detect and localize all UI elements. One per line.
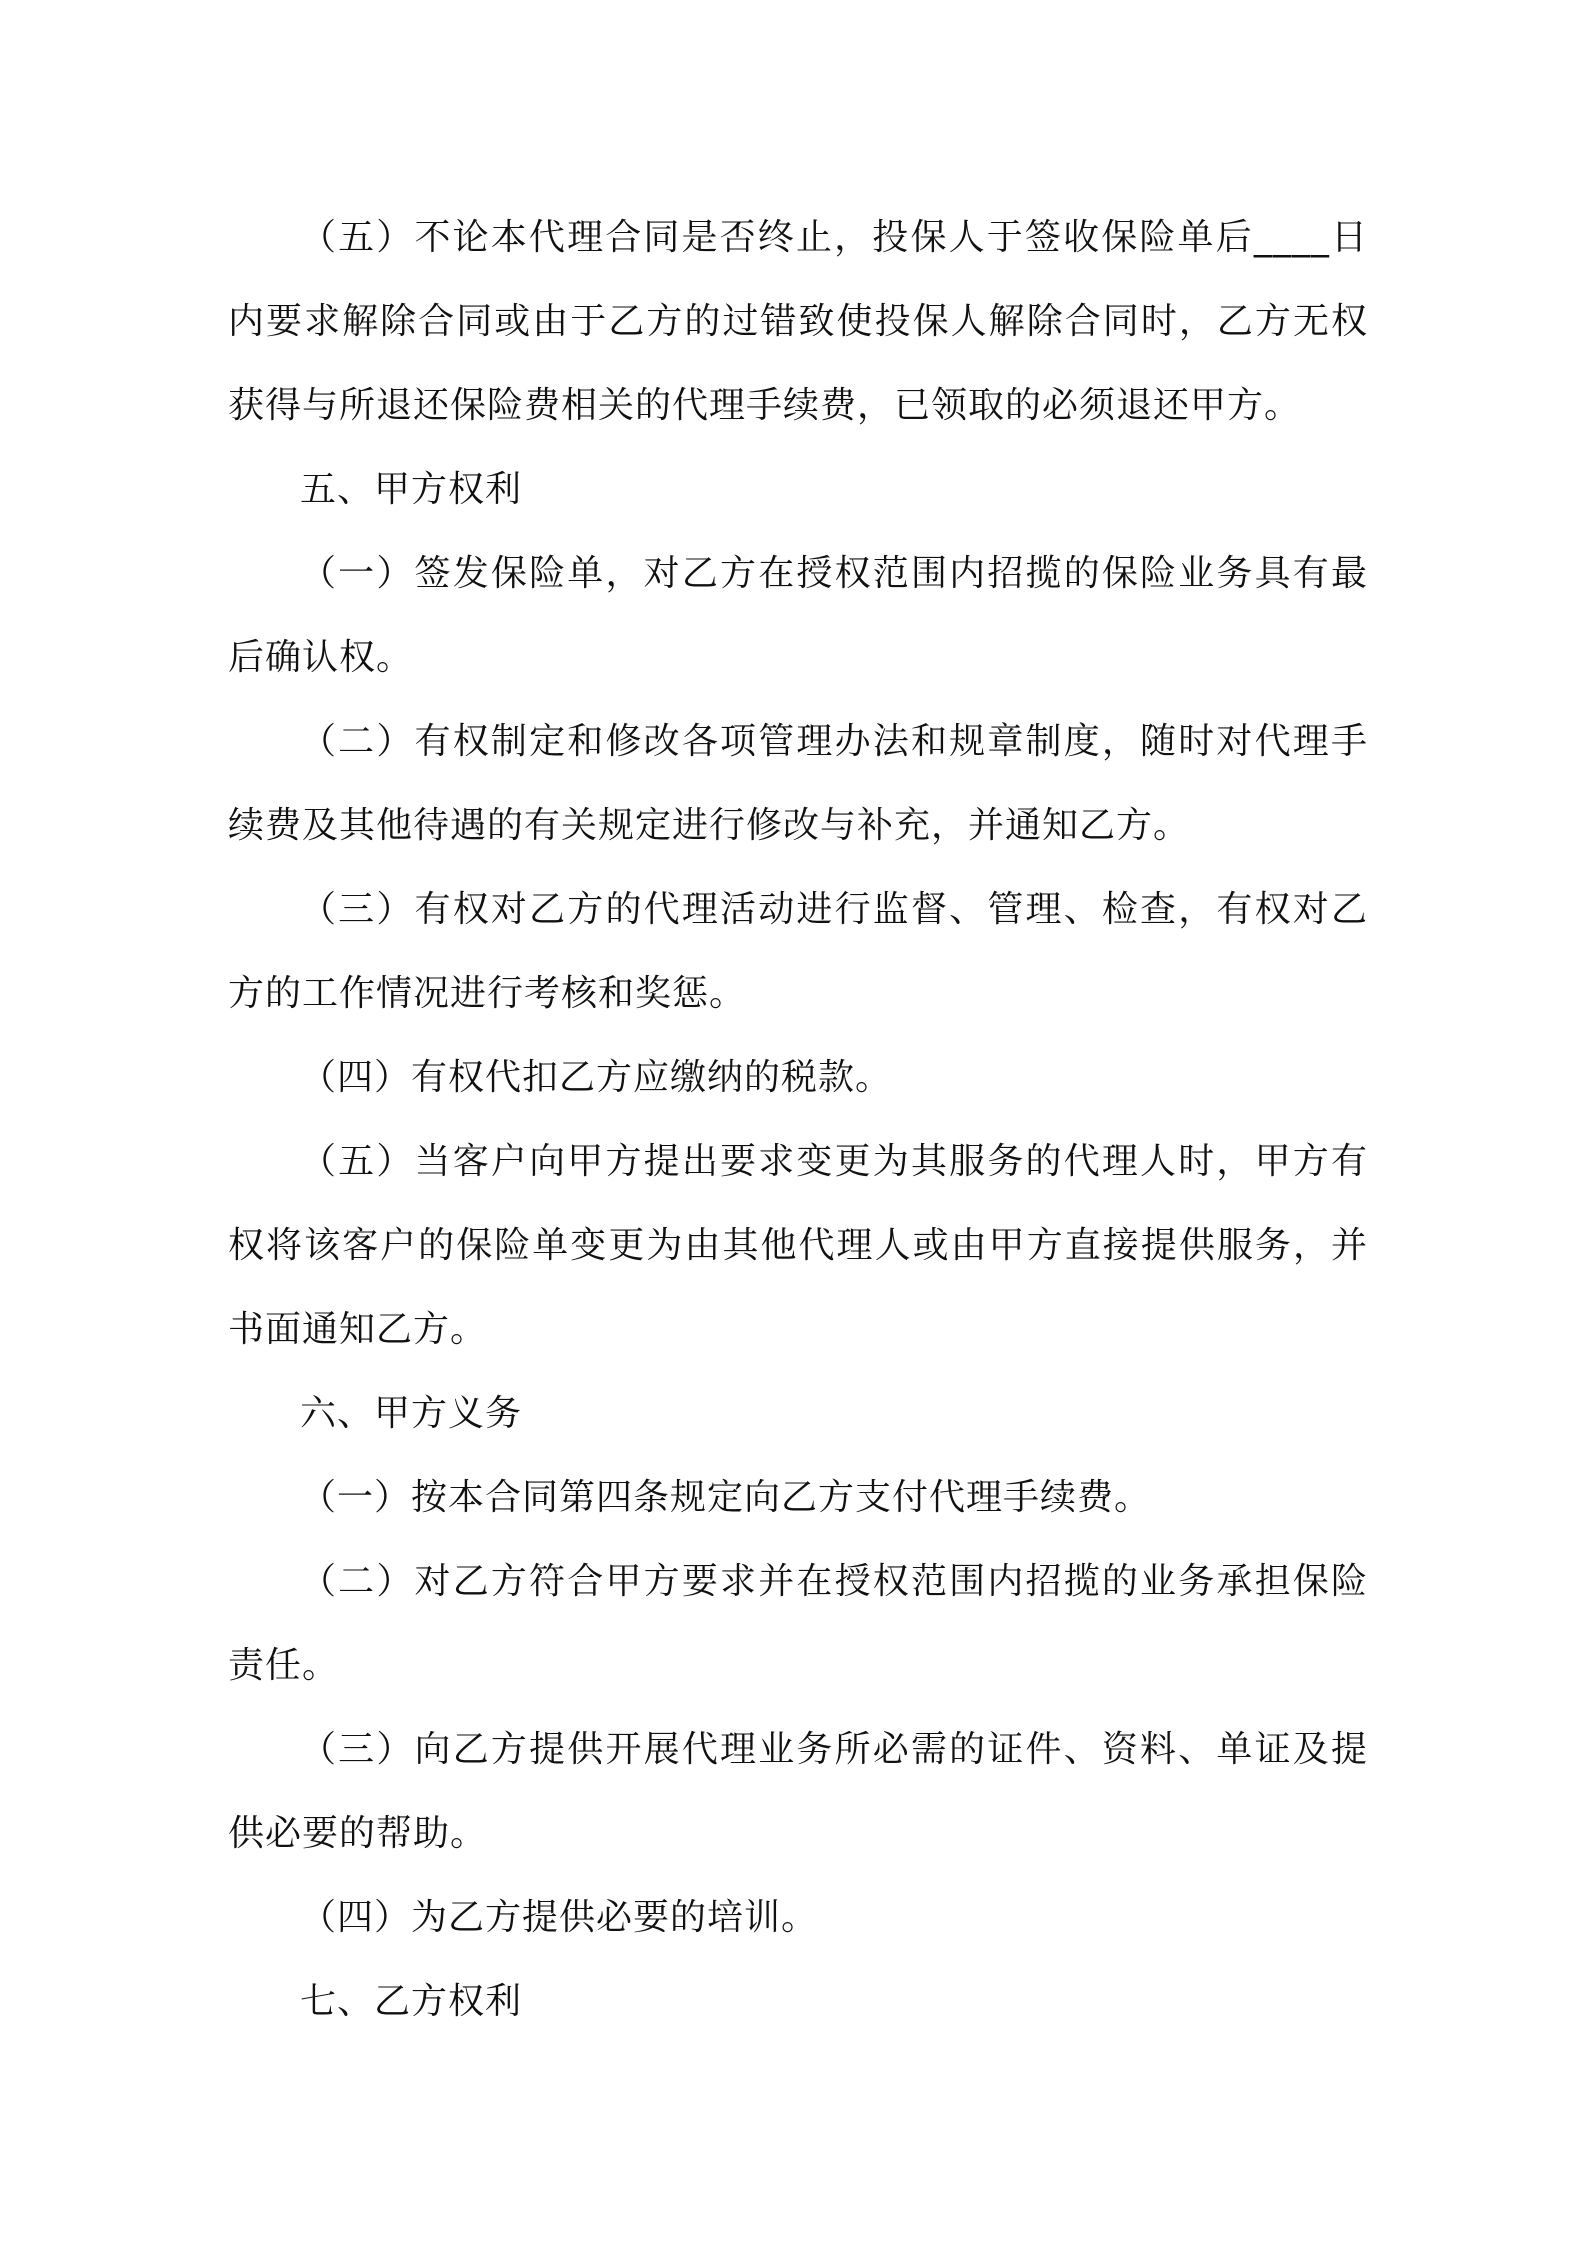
section-heading-party-b-rights: 七、乙方权利 bbox=[300, 1981, 523, 2022]
paragraph-insurance-liability: （二）对乙方符合甲方要求并在授权范围内招揽的业务承担保险责任。 bbox=[228, 1561, 1368, 1686]
section-heading-party-a-obligations: 六、甲方义务 bbox=[300, 1393, 523, 1434]
section-heading-party-a-rights: 五、甲方权利 bbox=[300, 469, 523, 510]
paragraph-change-agent: （五）当客户向甲方提出要求变更为其服务的代理人时，甲方有权将该客户的保险单变更为由其他代理人或由甲方直接提供服务，并书面通知乙方。 bbox=[228, 1141, 1368, 1350]
paragraph-issue-policy: （一）签发保险单，对乙方在授权范围内招揽的保险业务具有最后确认权。 bbox=[228, 553, 1368, 678]
paragraph-revise-rules: （二）有权制定和修改各项管理办法和规章制度，随时对代理手续费及其他待遇的有关规定进行修改与补充，并通知乙方。 bbox=[228, 721, 1368, 846]
paragraph-withhold-tax: （四）有权代扣乙方应缴纳的税款。 bbox=[300, 1057, 893, 1098]
contract-text bbox=[228, 196, 1368, 2044]
paragraph-provide-training: （四）为乙方提供必要的培训。 bbox=[300, 1897, 819, 1938]
paragraph-supervise: （三）有权对乙方的代理活动进行监督、管理、检查，有权对乙方的工作情况进行考核和奖惩。 bbox=[228, 889, 1368, 1014]
paragraph-termination-refund: （五）不论本代理合同是否终止，投保人于签收保险单后____日内要求解除合同或由于乙方的过错致使投保人解除合同时，乙方无权获得与所退还保险费相关的代理手续费，已领取的必须退还甲方。 bbox=[228, 217, 1368, 426]
paragraph-pay-fees: （一）按本合同第四条规定向乙方支付代理手续费。 bbox=[300, 1477, 1152, 1518]
paragraph-provide-documents: （三）向乙方提供开展代理业务所必需的证件、资料、单证及提供必要的帮助。 bbox=[228, 1729, 1368, 1854]
